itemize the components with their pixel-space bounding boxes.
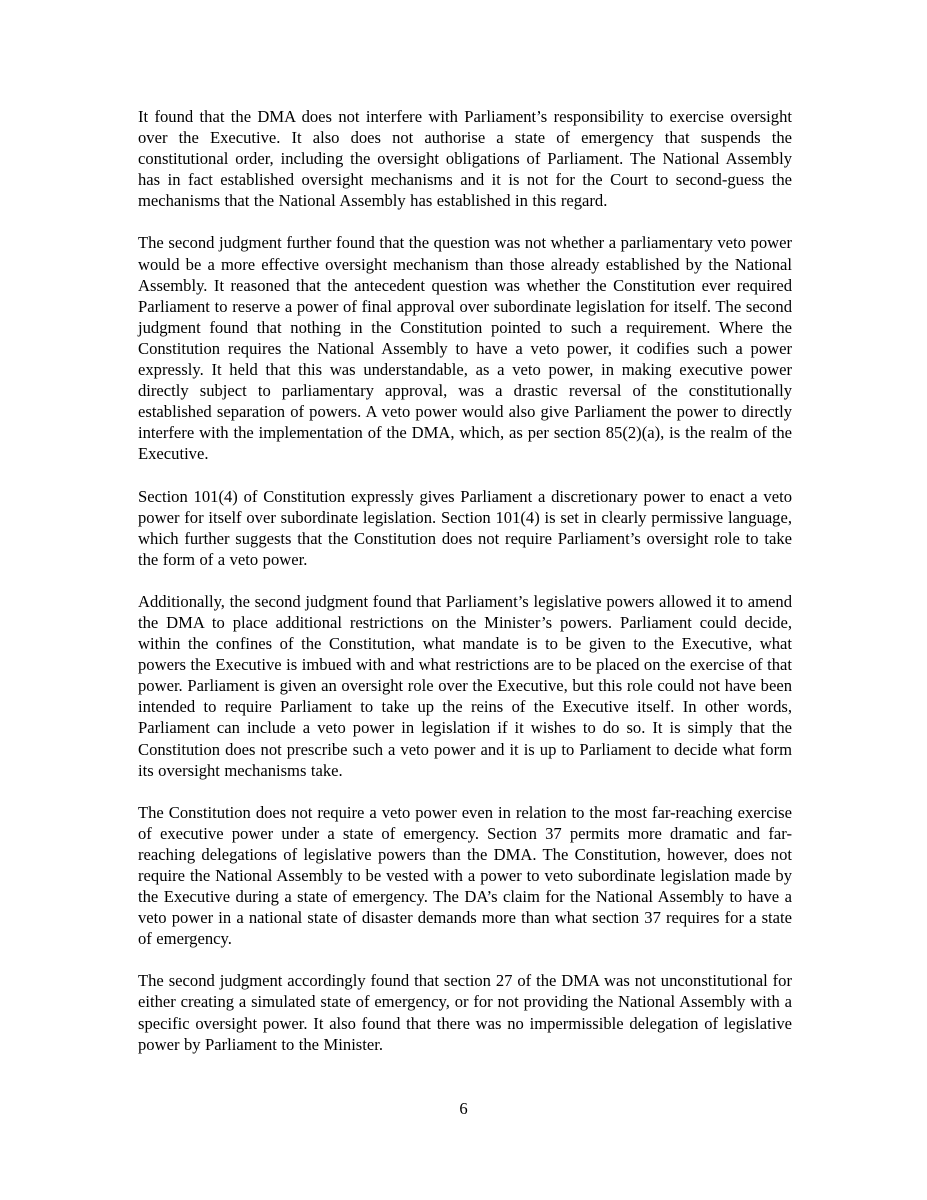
paragraph-3: Section 101(4) of Constitution expressly gives Parliament a discretionary power to enact a veto power for itself over subordinate legislation. Section 101(4) is set in clearly permissive language, which further suggests that the Constitution does not require Parliament’s oversight role to take the form of a veto power. [138,486,792,569]
paragraph-2: The second judgment further found that the question was not whether a parliamentary veto power would be a more effective oversight mechanism than those already established by the National Assembly. It reasoned that the antecedent question was whether the Constitution ever required Parliament to reserve a power of final approval over subordinate legislation for itself. The second judgment found that nothing in the Constitution pointed to such a requirement. Where the Constitution requires the National Assembly to have a veto power, it codifies such a power expressly. It held that this was understandable, as a veto power, in making executive power directly subject to parliamentary approval, was a drastic reversal of the constitutionally established separation of powers. A veto power would also give Parliament the power to directly interfere with the implementation of the DMA, which, as per section 85(2)(a), is the realm of the Executive. [138,233,792,464]
paragraph-5: The Constitution does not require a veto power even in relation to the most far-reaching exercise of executive power under a state of emergency. Section 37 permits more dramatic and far-reaching delegations of legislative powers than the DMA. The Constitution, however, does not require the National Assembly to be vested with a power to veto subordinate legislation made by the Executive during a state of emergency. The DA’s claim for the National Assembly to have a veto power in a national state of disaster demands more than what section 37 requires for a state of emergency. [138,802,792,949]
paragraph-1: It found that the DMA does not interfere with Parliament’s responsibility to exercise oversight over the Executive. It also does not authorise a state of emergency that suspends the constitutional order, including the oversight obligations of Parliament. The National Assembly has in fact established oversight mechanisms and it is not for the Court to second-guess the mechanisms that the National Assembly has established in this regard. [138,107,792,211]
document-body [138,106,792,1055]
paragraph-6: The second judgment accordingly found that section 27 of the DMA was not unconstitutional for either creating a simulated state of emergency, or for not providing the National Assembly with a specific oversight power. It also found that there was no impermissible delegation of legislative power by Parliament to the Minister. [138,971,792,1054]
paragraph-4: Additionally, the second judgment found that Parliament’s legislative powers allowed it to amend the DMA to place additional restrictions on the Minister’s powers. Parliament could decide, within the confines of the Constitution, what mandate is to be given to the Executive, what powers the Executive is imbued with and what restrictions are to be placed on the exercise of that power. Parliament is given an oversight role over the Executive, but this role could not have been intended to require Parliament to take up the reins of the Executive itself. In other words, Parliament can include a veto power in legislation if it wishes to do so. It is simply that the Constitution does not prescribe such a veto power and it is up to Parliament to decide what form its oversight mechanisms take. [138,591,792,780]
page-number: 6 [459,1099,468,1118]
